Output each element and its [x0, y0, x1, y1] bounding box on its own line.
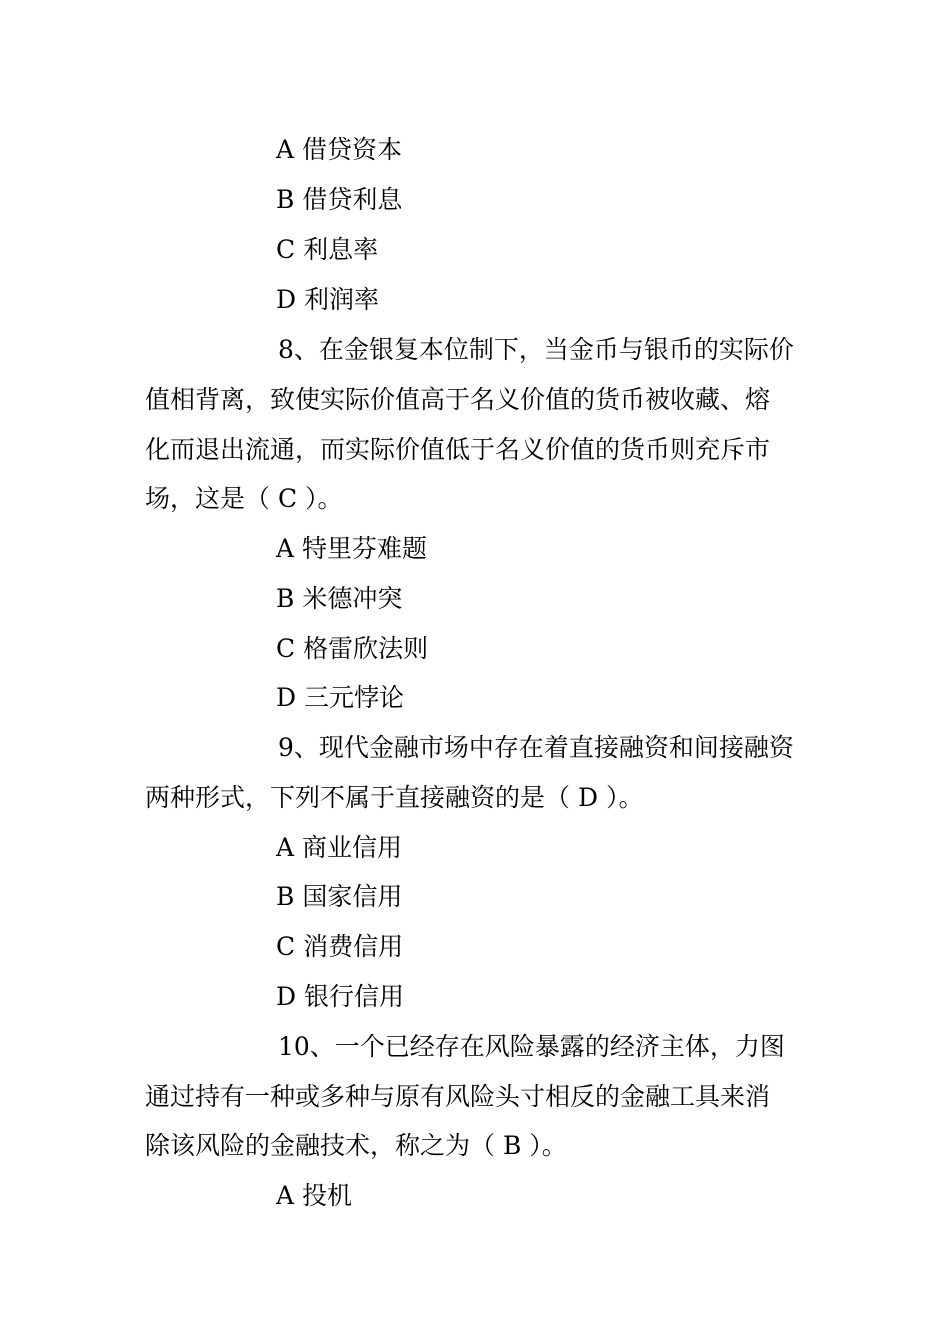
question-line: 化而退出流通，而实际价值低于名义价值的货币则充斥市 [145, 435, 771, 464]
option-line: B 米德冲突 [276, 584, 403, 613]
question-line: 值相背离，致使实际价值高于名义价值的货币被收藏、熔 [145, 385, 771, 414]
question-line: 场，这是（ C ）。 [145, 484, 343, 513]
question-line: 10、一个已经存在风险暴露的经济主体，力图 [278, 1032, 785, 1061]
option-line: C 格雷欣法则 [276, 634, 429, 663]
option-line: D 银行信用 [276, 982, 404, 1011]
option-line: D 利润率 [276, 285, 379, 314]
question-line: 8、在金银复本位制下，当金币与银币的实际价 [278, 335, 794, 364]
option-line: D 三元悖论 [276, 683, 404, 712]
option-line: B 国家信用 [276, 882, 403, 911]
question-line: 9、现代金融市场中存在着直接融资和间接融资 [278, 733, 794, 762]
option-line: A 商业信用 [276, 833, 403, 862]
option-line: B 借贷利息 [276, 185, 403, 214]
option-line: A 特里芬难题 [276, 534, 428, 563]
option-line: C 利息率 [276, 235, 379, 264]
option-line: A 借贷资本 [276, 135, 403, 164]
question-line: 两种形式，下列不属于直接融资的是（ D ）。 [145, 783, 644, 812]
option-line: A 投机 [276, 1181, 353, 1210]
question-line: 除该风险的金融技术，称之为（ B ）。 [145, 1131, 567, 1160]
question-line: 通过持有一种或多种与原有风险头寸相反的金融工具来消 [145, 1082, 771, 1111]
option-line: C 消费信用 [276, 932, 404, 961]
